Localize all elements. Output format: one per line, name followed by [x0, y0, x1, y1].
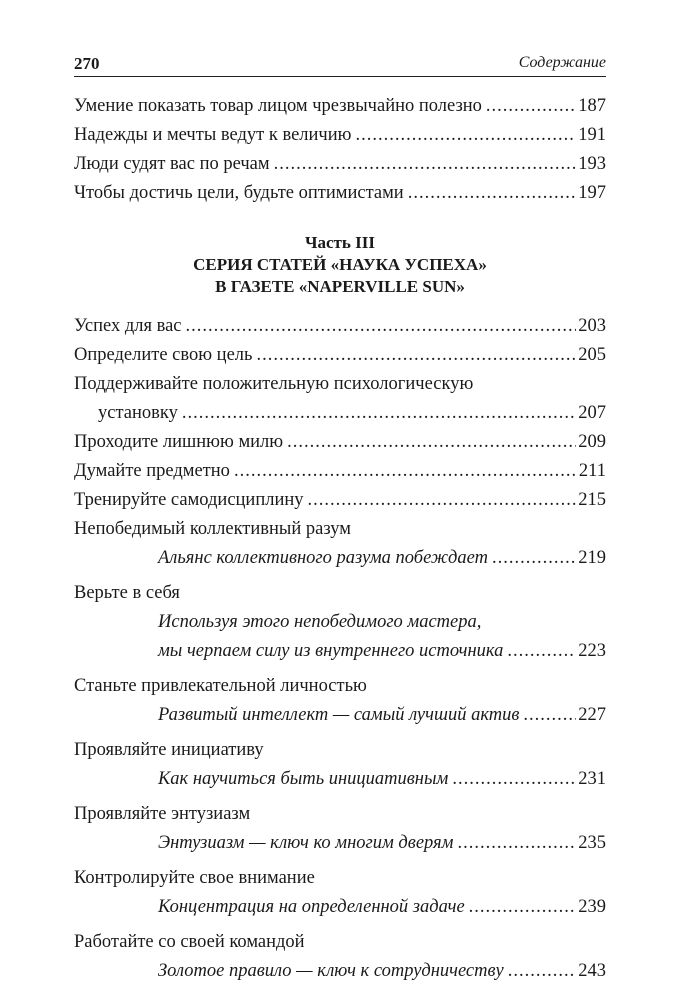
running-title: Содержание [518, 54, 606, 71]
dot-leader [274, 150, 577, 179]
toc-entry-title: Работайте со своей командой [74, 932, 305, 952]
toc-entry-subtitle [74, 701, 606, 730]
toc-entry-subtitle-text: Альянс коллективного разума побеждает [158, 548, 488, 568]
toc-entry-page: 215 [578, 490, 606, 510]
part-title-line2: В ГАЗЕТЕ «NAPERVILLE SUN» [215, 277, 465, 296]
toc-top-section [74, 92, 606, 208]
dot-leader [186, 312, 577, 341]
dot-leader [182, 399, 576, 428]
toc-entry-subtitle-text: Золотое правило — ключ к сотрудничеству [158, 961, 504, 981]
toc-entry-page: 231 [578, 769, 606, 789]
page-header [74, 54, 606, 77]
dot-leader [492, 544, 576, 573]
toc-entry-subtitle [74, 957, 606, 986]
toc-entry-title: Проявляйте энтузиазм [74, 804, 251, 824]
toc-entry-title: Чтобы достичь цели, будьте оптимистами [74, 183, 404, 203]
toc-entry [74, 428, 606, 457]
toc-entry [74, 341, 606, 370]
toc-entry-subtitle [74, 765, 606, 794]
toc-entry-subtitle-line1: Используя этого непобедимого мастера, [158, 612, 482, 632]
toc-entry-page: 223 [578, 641, 606, 661]
toc-entry-subtitle [74, 893, 606, 922]
toc-entry-subtitle-text: Как научиться быть инициативным [158, 769, 449, 789]
toc-entry-title: Проявляйте инициативу [74, 740, 264, 760]
toc-entry-subtitle [74, 829, 606, 858]
dot-leader [469, 893, 577, 922]
toc-entry-page: 211 [578, 461, 606, 481]
dot-leader [507, 637, 576, 666]
dot-leader [408, 179, 577, 208]
dot-leader [308, 486, 577, 515]
toc-entry-page: 219 [578, 548, 606, 568]
toc-entry-subtitle-text: Концентрация на определенной задаче [158, 897, 465, 917]
dot-leader [355, 121, 576, 150]
dot-leader [508, 957, 577, 986]
dot-leader [486, 92, 576, 121]
toc-entry-page: 207 [578, 403, 606, 423]
toc-entry-page: 209 [578, 432, 606, 452]
toc-entry-page: 205 [578, 345, 606, 365]
toc-entry-title: Верьте в себя [74, 583, 180, 603]
toc-entry-subtitle [74, 637, 606, 666]
dot-leader [256, 341, 576, 370]
part-label: Часть III [305, 233, 375, 252]
toc-entry-title: Тренируйте самодисциплину [74, 490, 304, 510]
toc-entry-title: Надежды и мечты ведут к величию [74, 125, 352, 145]
dot-leader [452, 765, 576, 794]
toc-entry-title: Поддерживайте положительную психологическую [74, 374, 474, 394]
toc-entry-title: Контролируйте свое внимание [74, 868, 315, 888]
dot-leader [287, 428, 576, 457]
toc-entry-title: Определите свою цель [74, 345, 253, 365]
toc-entry-title: Проходите лишнюю милю [74, 432, 284, 452]
toc-entry-page: 243 [578, 961, 606, 981]
page-number: 270 [74, 54, 100, 73]
toc-entry-title: Умение показать товар лицом чрезвычайно полезно [74, 96, 482, 116]
toc-entry [74, 150, 606, 179]
toc-entry-page: 235 [578, 833, 606, 853]
toc-entry-page: 197 [578, 183, 606, 203]
toc-entry-page: 193 [578, 154, 606, 174]
toc-entry [74, 92, 606, 121]
toc-part3-section [74, 312, 606, 986]
part-title-line1: СЕРИЯ СТАТЕЙ «НАУКА УСПЕХА» [193, 255, 487, 274]
toc-entry-title: Думайте предметно [74, 461, 230, 481]
part-heading [74, 232, 606, 298]
toc-entry-page: 239 [578, 897, 606, 917]
toc-entry-subtitle [74, 544, 606, 573]
toc-entry-title: Непобедимый коллективный разум [74, 519, 351, 539]
toc-entry-continuation [74, 399, 606, 428]
toc-entry-page: 191 [578, 125, 606, 145]
toc-entry-title: Люди судят вас по речам [74, 154, 270, 174]
toc-entry-page: 187 [578, 96, 606, 116]
toc-entry-page: 203 [578, 316, 606, 336]
toc-entry-subtitle-text: Энтузиазм — ключ ко многим дверям [158, 833, 454, 853]
toc-entry-continuation-text: установку [98, 403, 178, 423]
toc-entry-subtitle-text: мы черпаем силу из внутреннего источника [158, 641, 504, 661]
toc-entry [74, 312, 606, 341]
toc-entry-title: Станьте привлекательной личностью [74, 676, 367, 696]
toc-entry [74, 179, 606, 208]
dot-leader [457, 829, 576, 858]
dot-leader [523, 701, 576, 730]
toc-entry-page: 227 [578, 705, 606, 725]
dot-leader [234, 457, 577, 486]
toc-entry [74, 121, 606, 150]
toc-entry-title: Успех для вас [74, 316, 182, 336]
toc-entry-subtitle-text: Развитый интеллект — самый лучший актив [158, 705, 520, 725]
toc-entry [74, 486, 606, 515]
toc-entry [74, 457, 606, 486]
